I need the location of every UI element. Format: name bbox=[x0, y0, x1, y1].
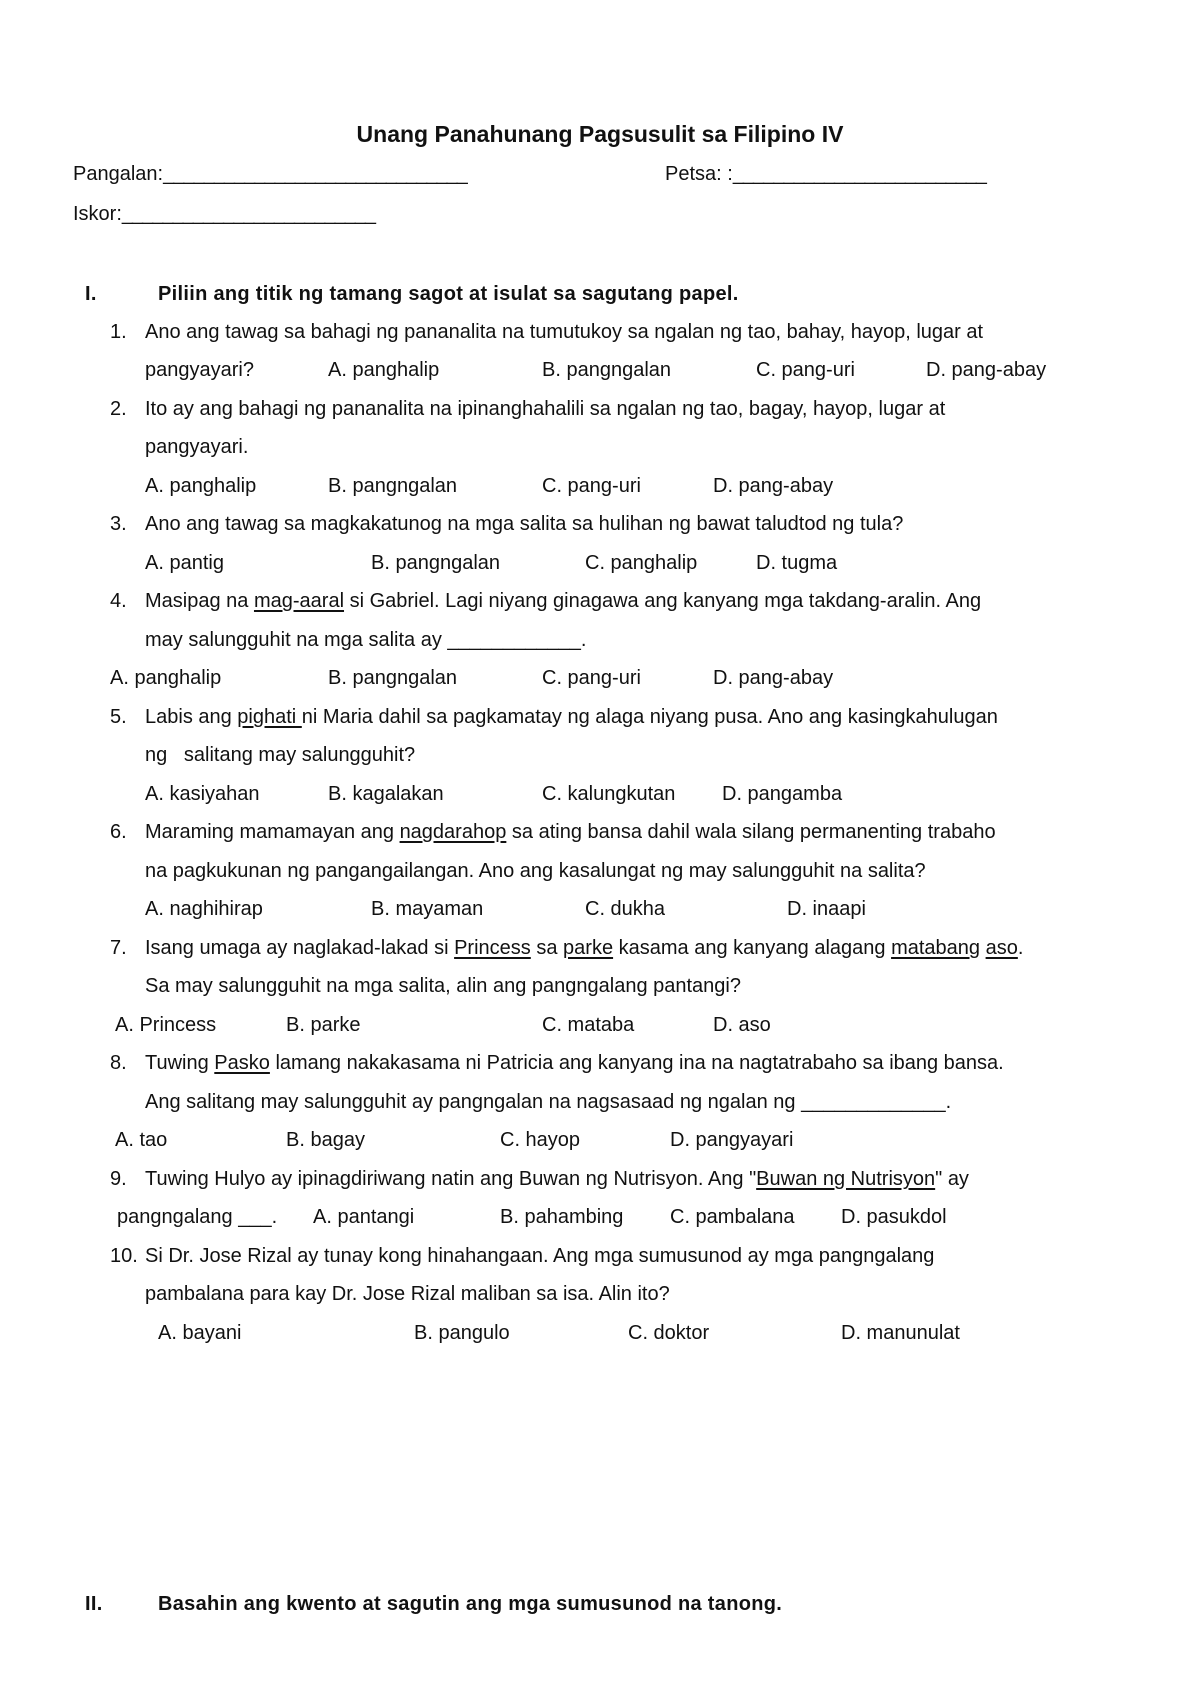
q1-choice-c: C. pang-uri bbox=[756, 359, 855, 381]
q4-choice-d: D. pang-abay bbox=[713, 667, 834, 689]
q6-text-pre: Maraming mamamayan ang bbox=[145, 821, 400, 843]
q4-choice-b: B. pangngalan bbox=[328, 667, 458, 689]
q1-number: 1. bbox=[110, 321, 127, 343]
part1-numeral: I. bbox=[85, 283, 97, 305]
q5-text-post: ni Maria dahil sa pagkamatay ng alaga niyang pusa. Ano ang kasingkahulugan bbox=[301, 706, 998, 728]
q8-text-pre: Tuwing bbox=[145, 1052, 215, 1074]
q10-choice-c: C. doktor bbox=[628, 1322, 710, 1344]
q6-choice-b: B. mayaman bbox=[371, 898, 484, 920]
q3-choice-b: B. pangngalan bbox=[371, 552, 501, 574]
name-label: Pangalan: bbox=[73, 163, 164, 185]
score-blank: _________________________ bbox=[121, 203, 375, 225]
q5-text-line1 bbox=[145, 705, 998, 729]
q6-underlined-word: nagdarahop bbox=[399, 821, 507, 843]
q2-choice-b: B. pangngalan bbox=[328, 475, 458, 497]
q1-text-line2: pangyayari? bbox=[145, 359, 254, 381]
score-label: Iskor: bbox=[73, 203, 122, 225]
q2-text-line2: pangyayari. bbox=[145, 436, 249, 458]
name-field bbox=[73, 162, 467, 186]
q9-choice-c: C. pambalana bbox=[670, 1206, 795, 1228]
part2-numeral: II. bbox=[85, 1593, 103, 1615]
q4-text-post: si Gabriel. Lagi niyang ginagawa ang kanyang mga takdang-aralin. Ang bbox=[344, 590, 982, 612]
q10-choice-a: A. bayani bbox=[158, 1322, 242, 1344]
q10-choice-b: B. pangulo bbox=[414, 1322, 510, 1344]
q7-choice-d: D. aso bbox=[713, 1014, 771, 1036]
q5-text-pre: Labis ang bbox=[145, 706, 238, 728]
q8-text-post: lamang nakakasama ni Patricia ang kanyang ina na nagtatrabaho sa ibang bansa. bbox=[269, 1052, 1004, 1074]
q2-choice-a: A. panghalip bbox=[145, 475, 257, 497]
q5-choice-b: B. kagalakan bbox=[328, 783, 444, 805]
q3-choice-a: A. pantig bbox=[145, 552, 224, 574]
q6-number: 6. bbox=[110, 821, 127, 843]
q3-number: 3. bbox=[110, 513, 127, 535]
q10-number: 10. bbox=[110, 1245, 138, 1267]
q7-underlined-word-1: Princess bbox=[454, 937, 531, 959]
q6-choice-d: D. inaapi bbox=[787, 898, 866, 920]
q9-choice-d: D. pasukdol bbox=[841, 1206, 947, 1228]
q5-number: 5. bbox=[110, 706, 127, 728]
q8-choice-a: A. tao bbox=[115, 1129, 168, 1151]
q9-text-line1 bbox=[145, 1167, 969, 1191]
q7-choice-a: A. Princess bbox=[115, 1014, 217, 1036]
q5-choice-a: A. kasiyahan bbox=[145, 783, 260, 805]
q10-choice-d: D. manunulat bbox=[841, 1322, 960, 1344]
q7-text-line1 bbox=[145, 936, 1023, 960]
q10-text-line2: pambalana para kay Dr. Jose Rizal maliban sa isa. Alin ito? bbox=[145, 1283, 670, 1305]
q9-underlined-phrase: Buwan ng Nutrisyon bbox=[756, 1168, 936, 1190]
q3-choice-c: C. panghalip bbox=[585, 552, 698, 574]
q8-underlined-word: Pasko bbox=[214, 1052, 270, 1074]
q5-choice-c: C. kalungkutan bbox=[542, 783, 676, 805]
part1-instruction: Piliin ang titik ng tamang sagot at isulat sa sagutang papel. bbox=[158, 283, 739, 305]
q3-choice-d: D. tugma bbox=[756, 552, 838, 574]
q4-choice-a: A. panghalip bbox=[110, 667, 222, 689]
q7-choice-b: B. parke bbox=[286, 1014, 361, 1036]
q7-underlined-word-4: aso bbox=[985, 937, 1018, 959]
q2-choice-d: D. pang-abay bbox=[713, 475, 834, 497]
score-field bbox=[73, 202, 375, 226]
date-field bbox=[665, 162, 986, 186]
q7-number: 7. bbox=[110, 937, 127, 959]
q7-text-mid2: kasama ang kanyang alagang bbox=[613, 937, 892, 959]
q1-choice-b: B. pangngalan bbox=[542, 359, 672, 381]
q7-text-line2: Sa may salungguhit na mga salita, alin ang pangngalang pantangi? bbox=[145, 975, 741, 997]
q8-choice-c: C. hayop bbox=[500, 1129, 581, 1151]
q3-text-line1: Ano ang tawag sa magkakatunog na mga salita sa hulihan ng bawat taludtod ng tula? bbox=[145, 513, 904, 535]
q10-text-line1: Si Dr. Jose Rizal ay tunay kong hinahangaan. Ang mga sumusunod ay mga pangngalang bbox=[145, 1245, 935, 1267]
q1-choice-a: A. panghalip bbox=[328, 359, 440, 381]
q6-choice-a: A. naghihirap bbox=[145, 898, 263, 920]
q9-text-line2: pangngalang ___. bbox=[117, 1206, 278, 1228]
q6-choice-c: C. dukha bbox=[585, 898, 666, 920]
q6-text-post: sa ating bansa dahil wala silang permanenting trabaho bbox=[506, 821, 996, 843]
q8-text-line1 bbox=[145, 1051, 1004, 1075]
q4-choice-c: C. pang-uri bbox=[542, 667, 641, 689]
q5-choice-d: D. pangamba bbox=[722, 783, 843, 805]
q7-text-post: . bbox=[1017, 937, 1024, 959]
q9-text-pre: Tuwing Hulyo ay ipinagdiriwang natin ang Buwan ng Nutrisyon. Ang " bbox=[145, 1168, 757, 1190]
q4-text-line1 bbox=[145, 589, 981, 613]
name-blank: ______________________________ bbox=[163, 163, 467, 185]
q9-text-post: " ay bbox=[935, 1168, 969, 1190]
page-title: Unang Panahunang Pagsusulit sa Filipino IV bbox=[356, 121, 844, 147]
date-label: Petsa: : bbox=[665, 163, 733, 185]
q2-choice-c: C. pang-uri bbox=[542, 475, 641, 497]
q8-number: 8. bbox=[110, 1052, 127, 1074]
q4-number: 4. bbox=[110, 590, 127, 612]
q7-underlined-word-2: parke bbox=[563, 937, 614, 959]
q8-choice-b: B. bagay bbox=[286, 1129, 365, 1151]
q7-choice-c: C. mataba bbox=[542, 1014, 635, 1036]
q2-number: 2. bbox=[110, 398, 127, 420]
q5-underlined-word: pighati bbox=[237, 706, 302, 728]
q5-text-line2: ng salitang may salungguhit? bbox=[145, 744, 416, 766]
part2-instruction: Basahin ang kwento at sagutin ang mga sumusunod na tanong. bbox=[158, 1593, 783, 1615]
q9-choice-b: B. pahambing bbox=[500, 1206, 624, 1228]
q4-underlined-word: mag-aaral bbox=[253, 590, 345, 612]
q9-number: 9. bbox=[110, 1168, 127, 1190]
q8-text-line2: Ang salitang may salungguhit ay pangngalan na nagsasaad ng ngalan ng _____________. bbox=[145, 1091, 952, 1113]
q7-underlined-word-3: matabang bbox=[891, 937, 981, 959]
q2-text-line1: Ito ay ang bahagi ng pananalita na ipinanghahalili sa ngalan ng tao, bagay, hayop, lugar at bbox=[145, 398, 946, 420]
q4-text-line2: may salungguhit na mga salita ay ____________. bbox=[145, 629, 587, 651]
q7-text-pre: Isang umaga ay naglakad-lakad si bbox=[145, 937, 455, 959]
q1-choice-d: D. pang-abay bbox=[926, 359, 1047, 381]
q1-text-line1: Ano ang tawag sa bahagi ng pananalita na tumutukoy sa ngalan ng tao, bahay, hayop, lugar at bbox=[145, 321, 984, 343]
q4-text-pre: Masipag na bbox=[145, 590, 254, 612]
q6-text-line2: na pagkukunan ng pangangailangan. Ano ang kasalungat ng may salungguhit na salita? bbox=[145, 860, 926, 882]
q9-choice-a: A. pantangi bbox=[313, 1206, 415, 1228]
date-blank: _________________________ bbox=[732, 163, 986, 185]
q7-text-mid1: sa bbox=[530, 937, 564, 959]
q8-choice-d: D. pangyayari bbox=[670, 1129, 794, 1151]
q6-text-line1 bbox=[145, 820, 996, 844]
